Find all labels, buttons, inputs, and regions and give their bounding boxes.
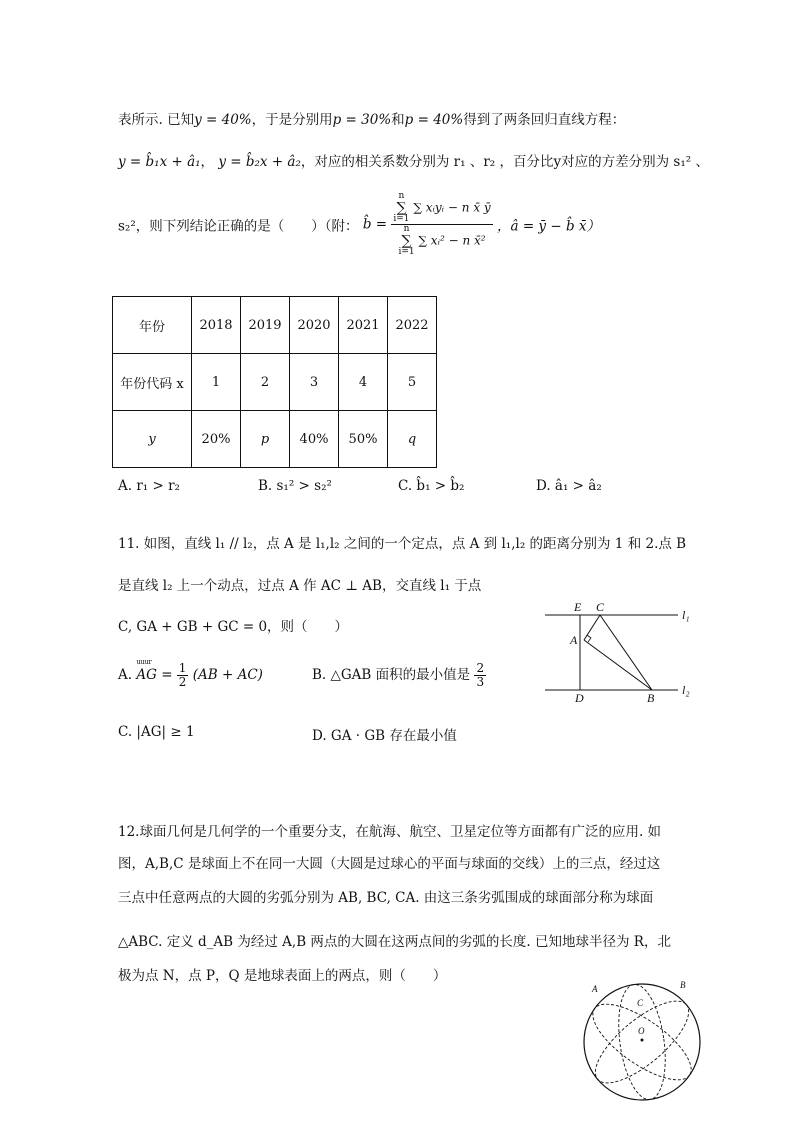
q12-line-4: △ABC. 定义 d_AB 为经过 A,B 两点的大圆在这两点间的劣弧的长度. 已知地球半径为 R，北: [118, 934, 671, 950]
center-point: [641, 1039, 644, 1042]
table-row: y 20% p 40% 50% q: [113, 411, 437, 468]
label-e: E: [574, 600, 582, 614]
label-l1: l₁: [682, 608, 690, 622]
ybar-eq: y = 40%: [194, 112, 252, 128]
label-d: D: [575, 691, 584, 705]
q10-line-2: y = b̂₁x + â₁， y = b̂₂x + â₂，对应的相关系数分别为 r₁ 、r₂ ，百分比y对应的方差分别为 s₁² 、: [118, 154, 709, 170]
q12-line-2: 图，A,B,C 是球面上不在同一大圆（大圆是过球心的平面与球面的交线）上的三点，经过这: [118, 856, 661, 872]
q12-line-3: 三点中任意两点的大圆的劣弧分别为 AB, BC, CA. 由这三条劣弧围成的球面部分称为球面: [118, 890, 654, 906]
q11-option-c[interactable]: C. |AG| ≥ 1: [118, 724, 195, 740]
b-hat-fraction: n ∑ i=1 ∑ xᵢyᵢ − n x̄ ȳ n ∑ i=1 ∑ xᵢ² − n x̄²: [393, 191, 491, 257]
q12-line-1: 12.球面几何是几何学的一个重要分支，在航海、航空、卫星定位等方面都有广泛的应用. 如: [118, 824, 662, 840]
q11-option-b[interactable]: B. △GAB 面积的最小值是 $\frac{2}{3}$: [312, 661, 485, 690]
regression-eq-1: y = b̂₁x + â₁: [118, 154, 201, 170]
q11-figure: [540, 600, 700, 705]
q10-option-c[interactable]: C. b̂₁ > b̂₂: [398, 478, 465, 494]
regression-eq-2: y = b̂₂x + â₂: [218, 154, 301, 170]
label-b: B: [680, 980, 686, 990]
table-row: 年份代码 x 1 2 3 4 5: [113, 354, 437, 411]
table-row: 年份 2018 2019 2020 2021 2022: [113, 297, 437, 354]
segment-cb: [600, 615, 652, 690]
q11-option-a[interactable]: A. uuur AG = $\frac{1}{2}$ (AB + AC): [118, 662, 263, 689]
q11-option-d[interactable]: D. GA · GB 存在最小值: [312, 728, 457, 744]
q10-line-1: 表所示. 已知y = 40%，于是分别用p = 30%和p = 40%得到了两条回归直线方程：: [118, 112, 626, 128]
segment-ac: [584, 615, 600, 640]
label-a: A: [592, 984, 598, 994]
label-l2: l₂: [682, 683, 690, 697]
q10-option-b[interactable]: B. s₁² > s₂²: [258, 478, 332, 494]
q12-sphere-figure: [580, 980, 700, 1100]
q11-line-1: 11. 如图，直线 l₁ // l₂，点 A 是 l₁,l₂ 之间的一个定点，点 A 到 l₁,l₂ 的距离分别为 1 和 2.点 B: [118, 536, 687, 552]
q10-line-3: s₂²，则下列结论正确的是（ ）（附： b̂ = n ∑ i=1 ∑ xᵢyᵢ − n x̄ ȳ n ∑ i=1 ∑ xᵢ² − n x̄² ，â = ȳ − b̂ x̄）: [118, 191, 600, 257]
q10-option-a[interactable]: A. r₁ > r₂: [118, 478, 180, 494]
label-c: C: [637, 998, 644, 1008]
q11-line-3: C, GA + GB + GC = 0，则（ ）: [118, 619, 349, 635]
q10-option-d[interactable]: D. â₁ > â₂: [536, 478, 602, 494]
right-angle-mark: [587, 635, 591, 642]
label-a: A: [570, 633, 578, 647]
q12-line-5: 极为点 N，点 P，Q 是地球表面上的两点，则（ ）: [118, 968, 447, 984]
label-c: C: [596, 600, 605, 614]
q11-line-2: 是直线 l₂ 上一个动点，过点 A 作 AC ⊥ AB，交直线 l₁ 于点: [118, 578, 482, 594]
segment-ab: [584, 640, 652, 690]
label-o: O: [638, 1026, 645, 1036]
b-hat: b̂ =: [362, 216, 388, 233]
label-b: B: [647, 691, 655, 705]
data-table: [112, 296, 437, 468]
